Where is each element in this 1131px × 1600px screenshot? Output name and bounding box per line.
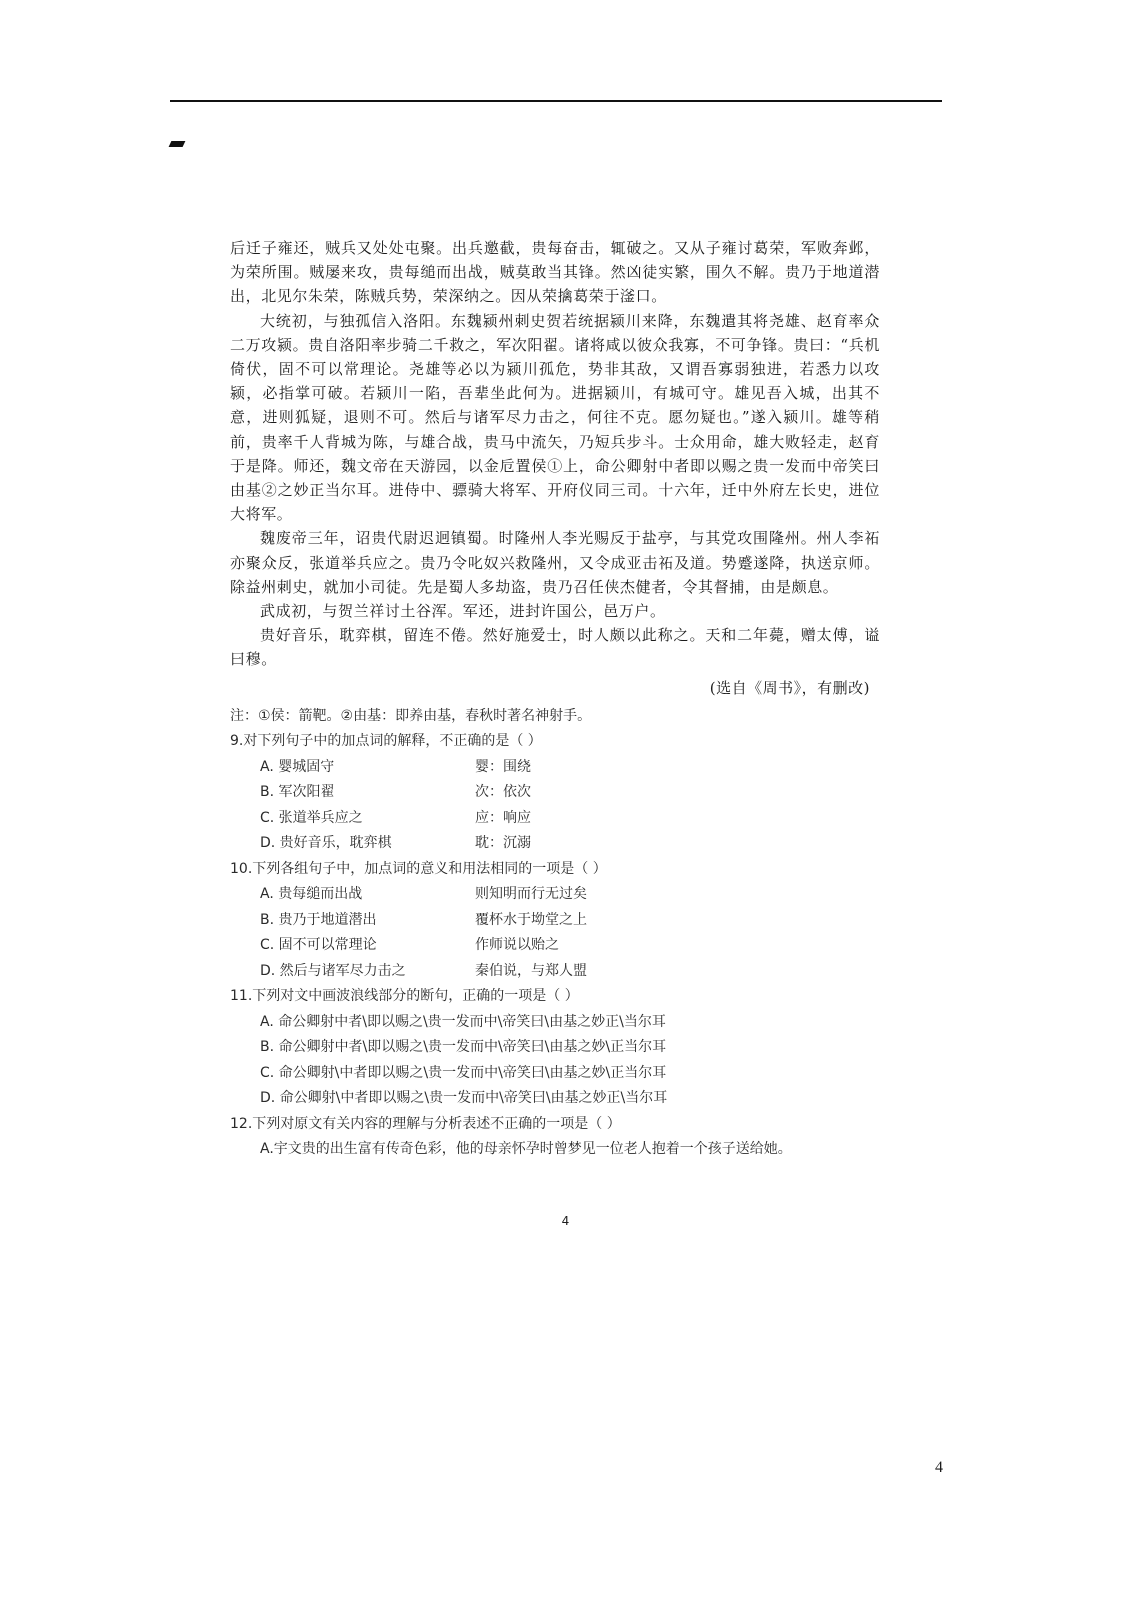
- option-a: A. 婴城固守 婴：围绕: [260, 758, 531, 775]
- option-a: A. 命公卿射中者\即以赐之\贵一发而中\帝笑曰\由基之妙正\当尔耳: [260, 1013, 666, 1030]
- page-number: 4: [935, 1459, 943, 1476]
- option-b: B. 贵乃于地道潜出 覆杯水于坳堂之上: [260, 911, 587, 928]
- passage-paragraph: 贵好音乐，耽弈棋，留连不倦。然好施爱士，时人颇以此称之。天和二年薨，赠太傅，谥曰穆。: [230, 626, 880, 669]
- annotation-note: 注：①侯：箭靶。②由基：即养由基，春秋时著名神射手。: [230, 707, 592, 724]
- scanned-exam-page: [230, 236, 880, 1163]
- scan-corner-mark: [169, 141, 186, 147]
- passage-paragraph: 武成初，与贺兰祥讨土谷浑。军还，进封许国公，邑万户。: [260, 602, 666, 621]
- option-a: A. 贵每缒而出战 则知明而行无过矣: [260, 886, 587, 903]
- option-c: C. 固不可以常理论 作师说以贻之: [260, 937, 559, 954]
- question-stem: 11.下列对文中画波浪线部分的断句，正确的一项是（ ）: [230, 988, 579, 1005]
- option-b: B. 命公卿射中者\即以赐之\贵一发而中\帝笑曰\由基之妙\正当尔耳: [260, 1039, 667, 1056]
- option-b: B. 军次阳翟 次：依次: [260, 784, 531, 801]
- option-a: A.宇文贵的出生富有传奇色彩，他的母亲怀孕时曾梦见一位老人抱着一个孩子送给她。: [260, 1141, 792, 1158]
- option-d: D. 然后与诸军尽力击之 秦伯说，与郑人盟: [260, 962, 587, 979]
- question-10: [230, 857, 880, 985]
- header-rule: [170, 100, 942, 102]
- option-c: C. 命公卿射\中者即以赐之\贵一发而中\帝笑曰\由基之妙\正当尔耳: [260, 1064, 667, 1081]
- question-12: [230, 1112, 880, 1163]
- question-9: [230, 729, 880, 857]
- question-stem: 9.对下列句子中的加点词的解释，不正确的是（ ）: [230, 733, 542, 750]
- passage-paragraph: 后迁子雍还，贼兵又处处屯聚。出兵邀截，贵每奋击，辄破之。又从子雍讨葛荣，军败奔邺，为荣所围。贼屡来攻，贵每缒而出战，贼莫敢当其锋。然凶徒实繁，围久不解。贵乃于地道潜出，北见尔朱荣，陈贼兵势，荣深纳之。因从荣擒葛荣于滏口。: [230, 239, 880, 306]
- question-11: [230, 984, 880, 1112]
- option-d: D. 贵好音乐，耽弈棋 耽：沉溺: [260, 835, 531, 852]
- questions-section: [230, 704, 880, 1163]
- passage-paragraph: 大统初，与独孤信入洛阳。东魏颍州刺史贺若统据颍川来降，东魏遣其将尧雄、赵育率众二万攻颍。贵自洛阳率步骑二千救之，军次阳翟。诸将咸以彼众我寡，不可争锋。贵曰：“兵机倚伏，固不可以常理论。尧雄等必以为颍川孤危，势非其敌，又谓吾寡弱独进，若悉力以攻颍，必指掌可破。若颍川一陷，吾辈坐此何为。进据颍川，有城可守。雄见吾入城，出其不意，进则狐疑，退则不可。然后与诸军尽力击之，何往不克。愿勿疑也。”遂入颍川。雄等稍前，贵率千人背城为陈，与雄合战，贵马中流矢，乃短兵步斗。士众用命，雄大败轻走，赵育于是降。师还，魏文帝在天游园，以金卮置侯①上，命公卿射中者即以赐之贵一发而中帝笑曰由基②之妙正当尔耳。进侍中、骠骑大将军、开府仪同三司。十六年，迁中外府左长史，进位大将军。: [230, 311, 880, 524]
- passage-paragraph: 魏废帝三年，诏贵代尉迟迥镇蜀。时隆州人李光赐反于盐亭，与其党攻围隆州。州人李祏亦聚众反，张道举兵应之。贵乃令叱奴兴救隆州，又令成亚击祏及道。势蹙遂降，执送京师。除益州刺史，就加小司徒。先是蜀人多劫盗，贵乃召任侠杰健者，令其督捕，由是颇息。: [230, 529, 880, 596]
- classical-passage: [230, 236, 880, 672]
- scanned-page-number: 4: [561, 1214, 570, 1228]
- option-c: C. 张道举兵应之 应：响应: [260, 809, 531, 826]
- passage-source: (选自《周书》，有删改): [709, 678, 870, 697]
- question-stem: 12.下列对原文有关内容的理解与分析表述不正确的一项是（ ）: [230, 1115, 621, 1132]
- question-stem: 10.下列各组句子中，加点词的意义和用法相同的一项是（ ）: [230, 860, 607, 877]
- option-d: D. 命公卿射\中者即以赐之\贵一发而中\帝笑曰\由基之妙正\当尔耳: [260, 1090, 668, 1107]
